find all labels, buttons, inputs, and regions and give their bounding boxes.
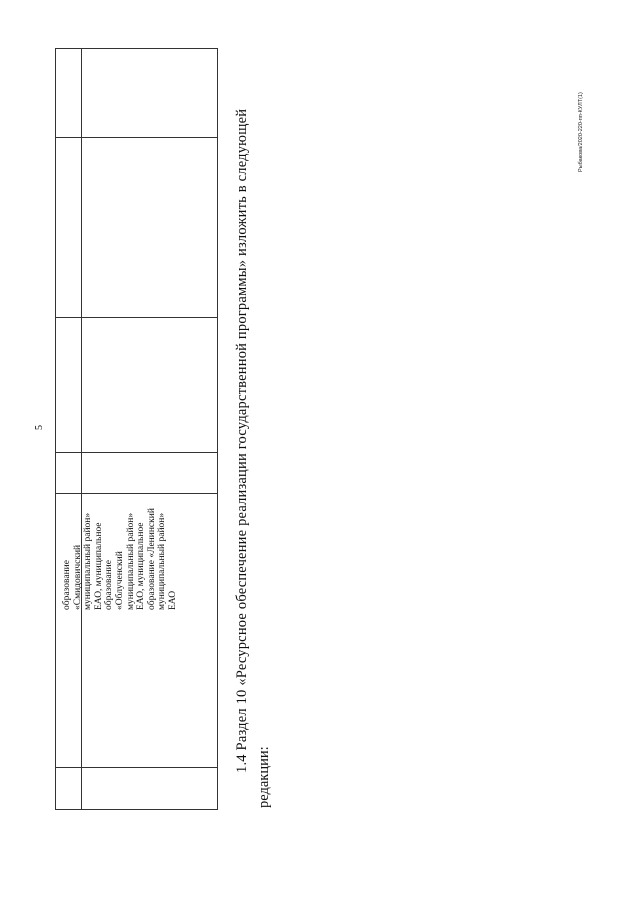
cell-line: образование	[104, 560, 115, 610]
table-column-divider	[81, 49, 82, 809]
cell-line: ЕАО	[167, 590, 178, 610]
resource-table	[55, 48, 218, 810]
cell-line: «Смидовичский	[72, 544, 83, 610]
cell-line: «Облученский	[114, 551, 125, 610]
cell-line: муниципальный район»	[83, 512, 94, 610]
cell-line: муниципальный район»	[157, 512, 168, 610]
page-number: 5	[34, 425, 45, 430]
table-cell-text	[62, 508, 179, 610]
cell-line: ЕАО, муниципальное	[93, 522, 104, 610]
cell-line: образование «Ленинский	[146, 508, 157, 610]
paragraph-line-2: редакции:	[256, 746, 272, 808]
cell-line: муниципальный район»	[125, 512, 136, 610]
cell-line: ЕАО, муниципальное	[136, 522, 147, 610]
document-footer: Рыбакова/2020-220-пп-КУЛТ(1)	[578, 92, 584, 172]
cell-line: образование	[62, 560, 72, 610]
paragraph-line-1: 1.4 Раздел 10 «Ресурсное обеспечение реализации государственной программы» изложить в следующей	[234, 108, 250, 773]
